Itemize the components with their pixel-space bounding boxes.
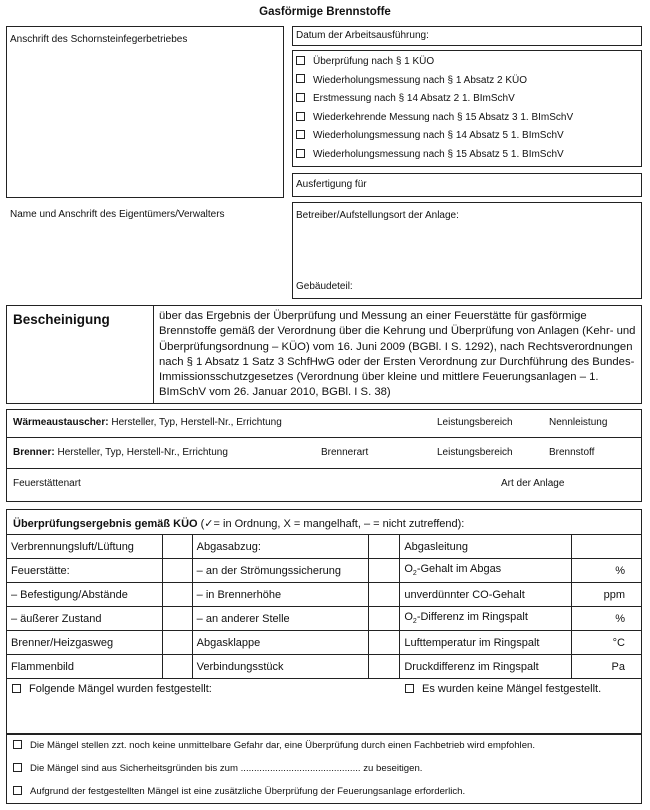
date-label: Datum der Arbeitsausführung: <box>296 30 429 41</box>
inspection-type-label: Erstmessung nach § 14 Absatz 2 1. BImSchV <box>313 93 515 105</box>
certificate-box <box>6 305 642 404</box>
result-unit-cell[interactable]: Pa <box>572 655 642 679</box>
inspection-type-label: Überprüfung nach § 1 KÜO <box>313 56 435 67</box>
no-defects-option[interactable]: Es wurden keine Mängel festgestellt. <box>405 683 601 695</box>
system-type-label: Art der Anlage <box>501 478 565 489</box>
owner-label: Name und Anschrift des Eigentümers/Verwalters <box>10 209 225 220</box>
footer-option-2[interactable]: Die Mängel sind aus Sicherheitsgründen bis zum ............................................. zu beseitigen. <box>13 763 422 774</box>
table-row <box>7 583 642 607</box>
result-item-label: Verbindungsstück <box>192 655 368 679</box>
footer-option-3[interactable]: Aufgrund der festgestellten Mängel ist eine zusätzliche Überprüfung der Feuerungsanlage erforderlich. <box>13 786 465 797</box>
inspection-type-checkbox[interactable] <box>296 56 305 65</box>
inspection-type-label: Wiederholungsmessung nach § 14 Absatz 5 1. BImSchV <box>313 130 564 142</box>
inspection-type-checkbox[interactable] <box>296 130 305 139</box>
result-check-cell[interactable] <box>368 559 400 583</box>
footer-checkbox-2[interactable] <box>13 763 22 772</box>
equipment-box <box>6 409 642 502</box>
inspection-type-label: Wiederholungsmessung nach § 1 Absatz 2 KÜO <box>313 74 528 86</box>
inspection-type-option[interactable] <box>296 75 527 86</box>
company-address-label: Anschrift des Schornsteinfegerbetriebes <box>10 34 188 45</box>
table-row <box>7 607 642 631</box>
no-defects-checkbox[interactable] <box>405 684 414 693</box>
defects-found-checkbox[interactable] <box>12 684 21 693</box>
result-item-label: Feuerstätte: <box>7 559 163 583</box>
result-item-label: $O_2$-Differenz im Ringspalt <box>400 607 572 631</box>
results-heading: Überprüfungsergebnis gemäß KÜO (✓= in Ordnung, X = mangelhaft, – = nicht zutreffend): <box>13 518 465 530</box>
result-check-cell[interactable] <box>368 583 400 607</box>
result-item-label: Abgasklappe <box>192 631 368 655</box>
operator-label: Betreiber/Aufstellungsort der Anlage: <box>296 210 459 221</box>
result-check-cell[interactable] <box>368 607 400 631</box>
result-item-label: – äußerer Zustand <box>7 607 163 631</box>
inspection-type-checkbox[interactable] <box>296 112 305 121</box>
copy-for-box[interactable] <box>292 173 642 197</box>
fuel-label: Brennstoff <box>549 447 595 458</box>
company-address-box[interactable] <box>6 26 284 198</box>
inspection-type-checkbox[interactable] <box>296 93 305 102</box>
result-check-cell[interactable] <box>162 655 192 679</box>
certificate-heading: Bescheinigung <box>13 312 110 327</box>
power-range-label: Leistungsbereich <box>437 417 513 428</box>
result-item-label: Lufttemperatur im Ringspalt <box>400 631 572 655</box>
heat-exchanger-label: Wärmeaustauscher: Hersteller, Typ, Herstell-Nr., Errichtung <box>13 417 282 428</box>
building-part-label: Gebäudeteil: <box>296 281 353 292</box>
result-check-cell[interactable] <box>162 583 192 607</box>
footer-box <box>6 733 642 804</box>
result-item-label: Verbrennungsluft/Lüftung <box>7 535 163 559</box>
nominal-power-label: Nennleistung <box>549 417 608 428</box>
results-table <box>6 534 642 679</box>
result-check-cell[interactable] <box>368 631 400 655</box>
result-check-cell[interactable] <box>162 631 192 655</box>
result-item-label: Abgasabzug: <box>192 535 368 559</box>
equipment-divider-2 <box>7 468 641 469</box>
result-item-label: $O_2$-Gehalt im Abgas <box>400 559 572 583</box>
result-unit-cell[interactable]: % <box>572 559 642 583</box>
result-check-cell[interactable] <box>368 655 400 679</box>
result-item-label: – Befestigung/Abstände <box>7 583 163 607</box>
copy-for-label: Ausfertigung für <box>296 179 367 190</box>
inspection-type-label: Wiederkehrende Messung nach § 15 Absatz 3 1. BImSchV <box>313 111 574 123</box>
result-item-label: Abgasleitung <box>400 535 572 559</box>
inspection-type-checkbox[interactable] <box>296 74 305 83</box>
result-item-label: unverdünnter CO-Gehalt <box>400 583 572 607</box>
table-row <box>7 535 642 559</box>
power-range-label-2: Leistungsbereich <box>437 447 513 458</box>
inspection-type-option[interactable] <box>296 149 564 160</box>
table-row <box>7 655 642 679</box>
certificate-divider <box>153 306 154 403</box>
result-unit-cell[interactable]: °C <box>572 631 642 655</box>
result-check-cell[interactable] <box>162 607 192 631</box>
result-unit-cell[interactable]: ppm <box>572 583 642 607</box>
defects-found-option[interactable]: Folgende Mängel wurden festgestellt: <box>12 683 212 695</box>
inspection-type-option[interactable] <box>296 93 515 104</box>
inspection-type-option[interactable] <box>296 56 434 67</box>
result-item-label: – an anderer Stelle <box>192 607 368 631</box>
inspection-type-checkbox[interactable] <box>296 149 305 158</box>
inspection-type-label: Wiederholungsmessung nach § 15 Absatz 5 1. BImSchV <box>313 149 564 160</box>
table-row <box>7 559 642 583</box>
result-unit-cell[interactable] <box>572 535 642 559</box>
result-item-label: – in Brennerhöhe <box>192 583 368 607</box>
footer-checkbox-1[interactable] <box>13 740 22 749</box>
operator-box[interactable] <box>292 202 642 299</box>
result-item-label: Druckdifferenz im Ringspalt <box>400 655 572 679</box>
result-check-cell[interactable] <box>368 535 400 559</box>
page-title: Gasförmige Brennstoffe <box>259 6 391 18</box>
result-unit-cell[interactable]: % <box>572 607 642 631</box>
date-box[interactable] <box>292 26 642 46</box>
result-check-cell[interactable] <box>162 559 192 583</box>
footer-option-1[interactable]: Die Mängel stellen zzt. noch keine unmittelbare Gefahr dar, eine Überprüfung durch einen Fachbetrieb wird empfohlen. <box>13 740 535 751</box>
result-item-label: – an der Strömungssicherung <box>192 559 368 583</box>
burner-type-label: Brennerart <box>321 447 369 458</box>
footer-checkbox-3[interactable] <box>13 786 22 795</box>
equipment-divider-1 <box>7 437 641 438</box>
certificate-text: über das Ergebnis der Überprüfung und Messung an einer Feuerstätte für gasförmige Brennstoffe gemäß der Verordnung über die Kehrung und Überprüfung von Anlagen (Kehr- und Überprüfungsordnung – KÜO) vom 16. Juni 2009 (BGBl. I S. 1292), nach Rechtsverordnungen nach § 1 Absatz 1 Satz 3 SchfHwG oder der Ersten Verordnung zur Durchführung des Bundes-Immissionsschutzgesetzes (Verordnung über kleine und mittlere Feuerungsanlagen – 1. BImSchV vom 26. Januar 2010, BGBl. I S. 38) <box>159 310 636 399</box>
inspection-type-option[interactable] <box>296 130 564 141</box>
result-check-cell[interactable] <box>162 535 192 559</box>
burner-label: Brenner: Hersteller, Typ, Herstell-Nr., Errichtung <box>13 447 228 458</box>
result-item-label: Flammenbild <box>7 655 163 679</box>
inspection-type-option[interactable] <box>296 112 573 123</box>
table-row <box>7 631 642 655</box>
fireplace-type-label: Feuerstättenart <box>13 478 81 489</box>
result-item-label: Brenner/Heizgasweg <box>7 631 163 655</box>
